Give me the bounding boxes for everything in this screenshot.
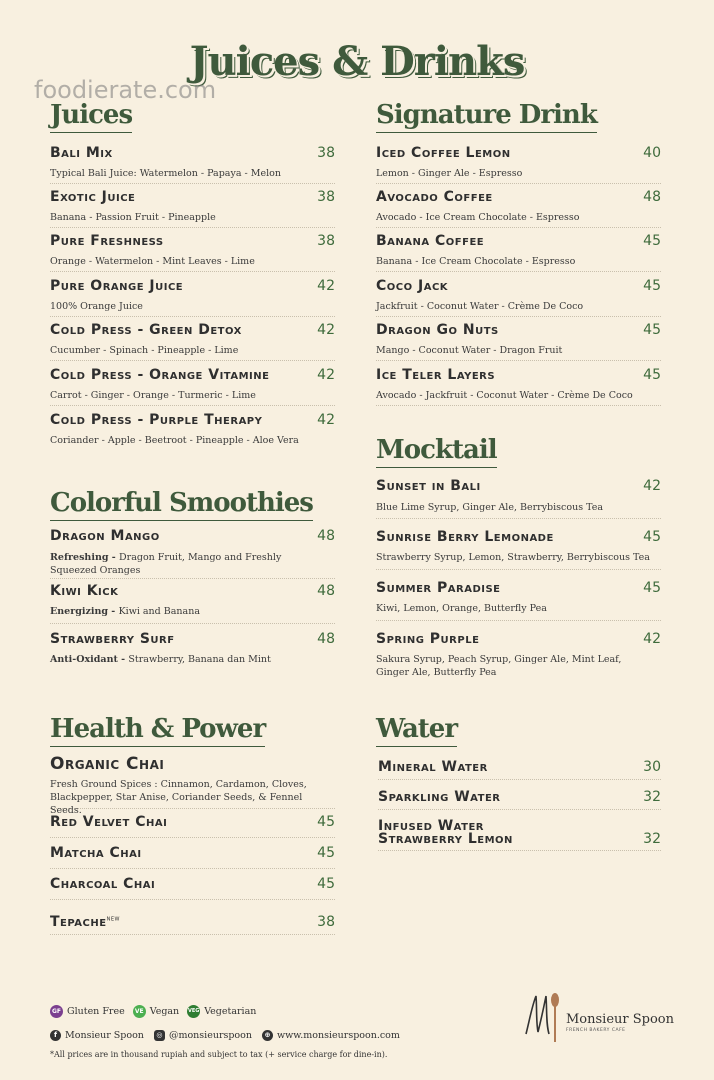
item-description: Lemon - Ginger Ale - Espresso <box>376 168 523 179</box>
item-name: Strawberry Surf <box>50 631 175 647</box>
item-price: 45 <box>317 876 335 892</box>
gluten-free-icon: GF <box>50 1005 63 1018</box>
item-name: Cold Press - Purple Therapy <box>50 412 263 428</box>
item-price: 42 <box>317 278 335 294</box>
item-name: Iced Coffee Lemon <box>376 145 511 161</box>
item-name: Sunset in Bali <box>376 478 481 494</box>
menu-item <box>376 145 661 184</box>
item-ingredients: Kiwi and Banana <box>118 606 200 617</box>
item-price: 32 <box>643 789 661 805</box>
monsieur-spoon-logo-icon <box>522 988 566 1048</box>
item-name: Sparkling Water <box>378 789 501 805</box>
item-name: Organic Chai <box>50 754 165 774</box>
item-description: Sakura Syrup, Peach Syrup, Ginger Ale, Mint Leaf, Ginger Ale, Butterfly Pea <box>376 654 622 678</box>
section-heading-mocktail: Mocktail <box>376 435 497 468</box>
price-footnote: *All prices are in thousand rupiah and subject to tax (+ service charge for dine-in). <box>50 1050 388 1059</box>
menu-item <box>50 845 335 869</box>
item-price: 30 <box>643 759 661 775</box>
website-link[interactable]: www.monsieurspoon.com <box>277 1030 400 1041</box>
facebook-icon: f <box>50 1030 61 1041</box>
menu-item <box>50 189 335 228</box>
item-price: 45 <box>317 845 335 861</box>
menu-item <box>376 631 661 681</box>
menu-item <box>50 322 335 361</box>
menu-item <box>50 528 335 579</box>
item-description: Avocado - Ice Cream Chocolate - Espresso <box>376 212 580 223</box>
menu-item-organic-chai <box>50 754 335 816</box>
item-name: Mineral Water <box>378 759 488 775</box>
menu-item <box>50 412 335 450</box>
item-description: Fresh Ground Spices : Cinnamon, Cardamon, Cloves, Blackpepper, Star Anise, Coriander Seeds, & Fennel Seeds. <box>50 779 307 816</box>
menu-item <box>378 820 661 851</box>
item-price: 42 <box>317 412 335 428</box>
item-name: Spring Purple <box>376 631 480 647</box>
item-name: Red Velvet Chai <box>50 814 168 830</box>
item-name: Bali Mix <box>50 145 113 161</box>
item-name: Charcoal Chai <box>50 876 156 892</box>
menu-item <box>50 233 335 272</box>
item-price: 32 <box>643 831 661 847</box>
item-description: Mango - Coconut Water - Dragon Fruit <box>376 345 563 356</box>
dietary-legend <box>50 1005 256 1018</box>
item-price: 48 <box>317 528 335 544</box>
gluten-free-label: Gluten Free <box>67 1006 125 1017</box>
item-price: 45 <box>643 278 661 294</box>
item-name <box>50 914 120 930</box>
new-badge: NEW <box>106 916 120 923</box>
menu-item <box>376 189 661 228</box>
item-name: Banana Coffee <box>376 233 485 249</box>
item-price: 45 <box>643 580 661 596</box>
section-heading-signature: Signature Drink <box>376 100 597 133</box>
item-price: 42 <box>643 631 661 647</box>
item-tagline: Anti-Oxidant - <box>50 654 129 665</box>
menu-item <box>50 914 335 935</box>
item-description: Carrot - Ginger - Orange - Turmeric - Lime <box>50 390 256 401</box>
item-name: Exotic Juice <box>50 189 136 205</box>
item-name: Ice Teler Layers <box>376 367 496 383</box>
item-description <box>50 605 320 618</box>
item-description: Cucumber - Spinach - Pineapple - Lime <box>50 345 239 356</box>
item-description: Kiwi, Lemon, Orange, Butterfly Pea <box>376 603 547 614</box>
menu-item <box>376 580 661 621</box>
item-name: Cold Press - Orange Vitamine <box>50 367 270 383</box>
menu-item <box>376 367 661 406</box>
item-price: 45 <box>643 529 661 545</box>
item-tagline: Refreshing - <box>50 552 120 563</box>
item-description <box>50 551 320 577</box>
brand-logo <box>522 988 682 1048</box>
item-description <box>50 653 320 666</box>
section-heading-juices: Juices <box>50 100 132 133</box>
vegetarian-label: Vegetarian <box>204 1006 257 1017</box>
vegetarian-icon: VEG <box>187 1005 200 1018</box>
item-description: Avocado - Jackfruit - Coconut Water - Crème De Coco <box>376 390 633 401</box>
item-description: Banana - Passion Fruit - Pineapple <box>50 212 216 223</box>
item-price: 48 <box>317 631 335 647</box>
item-description: 100% Orange Juice <box>50 301 143 312</box>
item-name-line1: Infused Water <box>378 818 484 834</box>
menu-item <box>376 322 661 361</box>
item-name: Summer Paradise <box>376 580 501 596</box>
item-price: 42 <box>317 322 335 338</box>
item-name-line2: Strawberry Lemon <box>378 831 513 847</box>
facebook-handle[interactable]: Monsieur Spoon <box>65 1030 144 1041</box>
item-price: 38 <box>317 914 335 930</box>
item-name <box>378 820 513 846</box>
menu-item <box>376 529 661 570</box>
item-name: Matcha Chai <box>50 845 142 861</box>
menu-item <box>376 233 661 272</box>
menu-item <box>50 583 335 624</box>
item-name-text: Tepache <box>50 914 107 930</box>
item-price: 45 <box>643 367 661 383</box>
section-heading-smoothies: Colorful Smoothies <box>50 488 313 521</box>
menu-item <box>50 278 335 317</box>
item-description: Orange - Watermelon - Mint Leaves - Lime <box>50 256 255 267</box>
menu-item <box>50 367 335 406</box>
menu-item <box>376 478 661 519</box>
instagram-icon: ◎ <box>154 1030 165 1041</box>
page-title: Juices & Drinks <box>189 38 525 85</box>
menu-item <box>378 789 661 810</box>
menu-item <box>50 814 335 838</box>
item-name: Coco Jack <box>376 278 449 294</box>
section-heading-water: Water <box>376 714 457 747</box>
item-name: Pure Orange Juice <box>50 278 184 294</box>
item-description: Blue Lime Syrup, Ginger Ale, Berrybiscous Tea <box>376 502 603 513</box>
item-price: 45 <box>317 814 335 830</box>
brand-name: Monsieur Spoon <box>566 1012 675 1027</box>
item-description: Jackfruit - Coconut Water - Crème De Coco <box>376 301 584 312</box>
item-price: 48 <box>317 583 335 599</box>
globe-icon: ⊕ <box>262 1030 273 1041</box>
brand-tagline: FRENCH BAKERY CAFE <box>566 1028 626 1033</box>
menu-item <box>378 759 661 780</box>
vegan-label: Vegan <box>149 1006 180 1017</box>
item-description: Banana - Ice Cream Chocolate - Espresso <box>376 256 576 267</box>
item-description: Typical Bali Juice: Watermelon - Papaya - Melon <box>50 168 281 179</box>
item-description: Coriander - Apple - Beetroot - Pineapple - Aloe Vera <box>50 435 299 446</box>
item-price: 42 <box>643 478 661 494</box>
item-tagline: Energizing - <box>50 606 119 617</box>
item-name: Avocado Coffee <box>376 189 493 205</box>
item-price: 42 <box>317 367 335 383</box>
item-name: Cold Press - Green Detox <box>50 322 242 338</box>
item-price: 45 <box>643 233 661 249</box>
menu-item <box>376 278 661 317</box>
item-name: Sunrise Berry Lemonade <box>376 529 554 545</box>
item-description: Strawberry Syrup, Lemon, Strawberry, Berrybiscous Tea <box>376 552 650 563</box>
item-ingredients: Strawberry, Banana dan Mint <box>128 654 271 665</box>
item-price: 48 <box>643 189 661 205</box>
item-ingredients: Dragon Fruit, Mango and Freshly Squeezed Oranges <box>50 552 282 576</box>
item-price: 38 <box>317 189 335 205</box>
menu-item <box>50 876 335 900</box>
instagram-handle[interactable]: @monsieurspoon <box>168 1030 252 1041</box>
section-heading-health: Health & Power <box>50 714 265 747</box>
item-price: 38 <box>317 233 335 249</box>
vegan-icon: VE <box>133 1005 146 1018</box>
item-price: 40 <box>643 145 661 161</box>
menu-item <box>50 631 335 669</box>
item-price: 38 <box>317 145 335 161</box>
item-name: Kiwi Kick <box>50 583 119 599</box>
social-links <box>50 1030 400 1041</box>
item-name: Pure Freshness <box>50 233 164 249</box>
item-price: 45 <box>643 322 661 338</box>
menu-item <box>50 145 335 184</box>
item-name: Dragon Go Nuts <box>376 322 499 338</box>
item-name: Dragon Mango <box>50 528 160 544</box>
watermark: foodierate.com <box>34 76 217 104</box>
